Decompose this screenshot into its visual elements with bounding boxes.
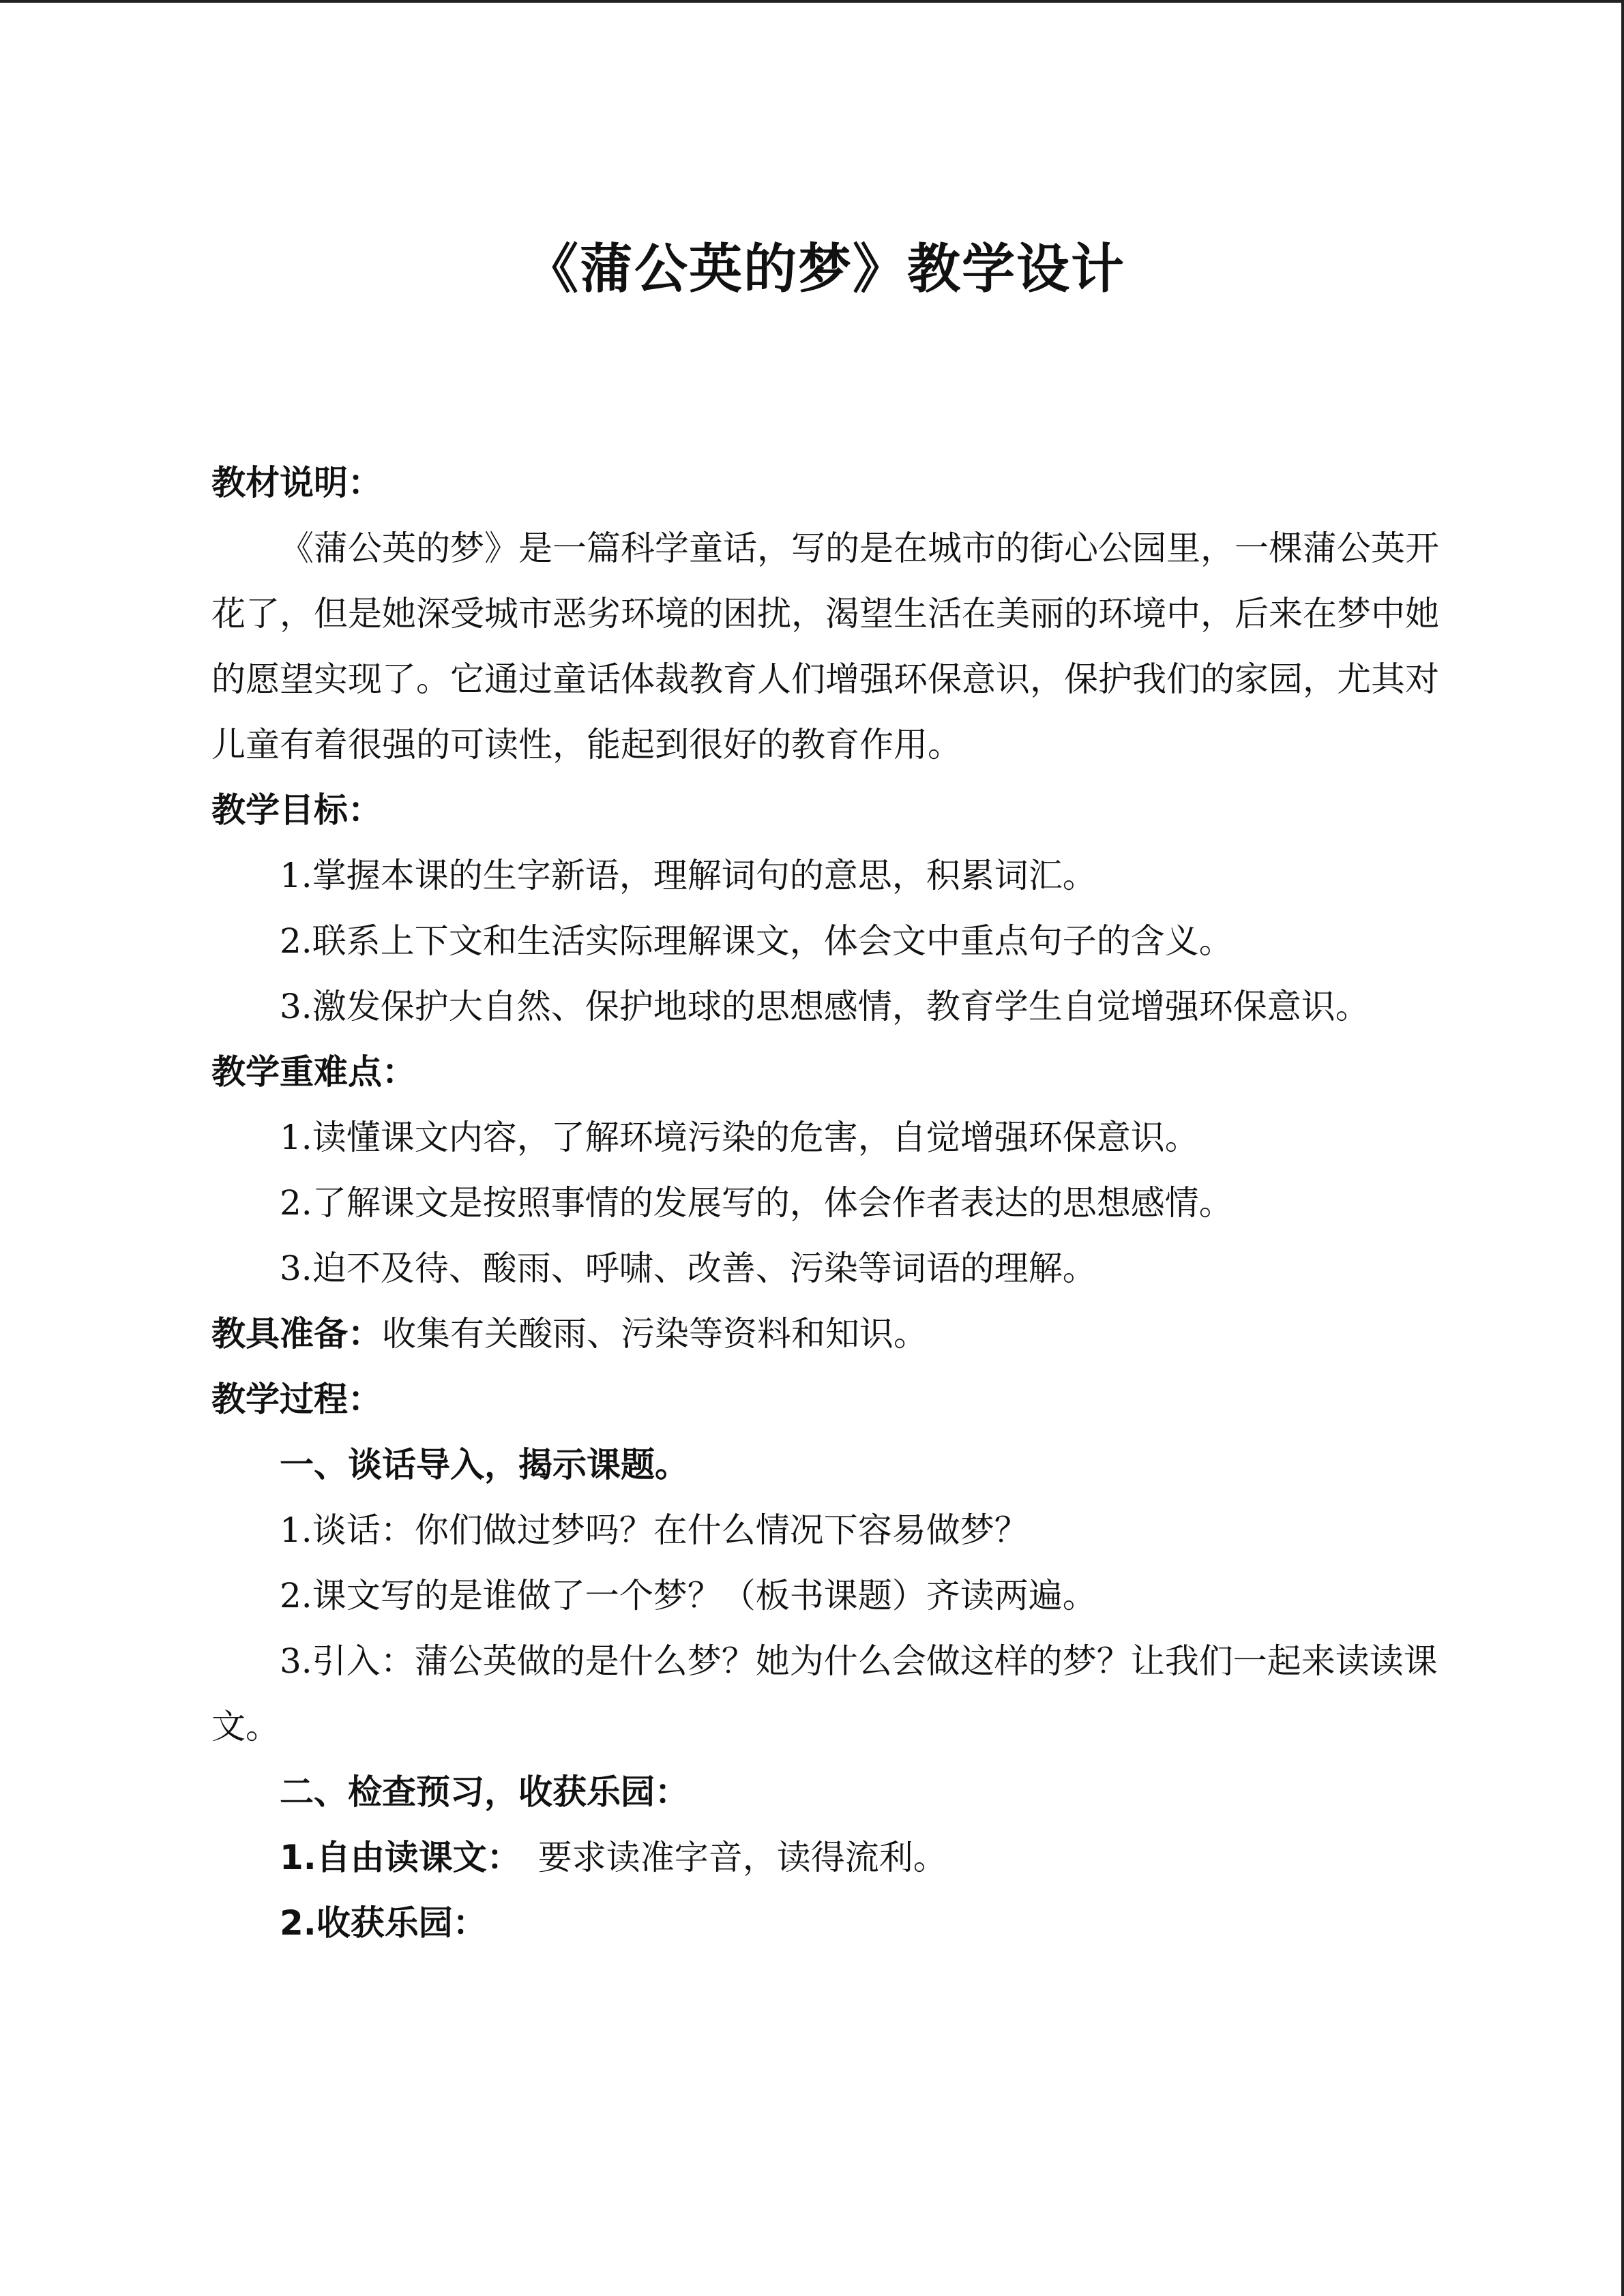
materials-heading: 教材说明： [211, 463, 382, 503]
process-heading: 教学过程： [211, 1380, 382, 1419]
tools-heading: 教具准备： [211, 1314, 382, 1354]
key-point-item-2: 2.了解课文是按照事情的发展写的，体会作者表达的思想感情。 [280, 1183, 1233, 1223]
process-part1-item-2: 2.课文写的是谁做了一个梦？（板书课题）齐读两遍。 [280, 1576, 1097, 1615]
key-point-item-1: 1.读懂课文内容，了解环境污染的危害，自觉增强环保意识。 [280, 1118, 1199, 1157]
document-body [211, 450, 1439, 1956]
process-part1-item-3: 3.引入：蒲公英做的是什么梦？她为什么会做这样的梦？让我们一起来读读课文。 [211, 1641, 1438, 1746]
process-part2-title: 二、检查预习，收获乐园： [280, 1772, 689, 1812]
goal-item-3: 3.激发保护大自然、保护地球的思想感情，教育学生自觉增强环保意识。 [280, 987, 1370, 1026]
process-part2-item-1-text: 要求读准字音，读得流利。 [503, 1838, 947, 1877]
process-part2-item-2: 2.收获乐园： [280, 1903, 487, 1943]
process-part1-title: 一、谈话导入，揭示课题。 [280, 1445, 689, 1485]
goals-heading: 教学目标： [211, 790, 382, 830]
materials-paragraph: 《蒲公英的梦》是一篇科学童话，写的是在城市的街心公园里，一棵蒲公英开花了，但是她深受城市恶劣环境的困扰，渴望生活在美丽的环境中，后来在梦中她的愿望实现了。它通过童话体裁教育人们增强环保意识，保护我们的家园，尤其对儿童有着很强的可读性，能起到很好的教育作用。 [211, 528, 1439, 764]
goal-item-1: 1.掌握本课的生字新语，理解词句的意思，积累词汇。 [280, 856, 1097, 895]
goal-item-2: 2.联系上下文和生活实际理解课文，体会文中重点句子的含义。 [280, 921, 1233, 961]
tools-line [211, 1301, 1439, 1367]
document-title: 《蒲公英的梦》教学设计 [525, 239, 1125, 300]
key-point-item-3: 3.迫不及待、酸雨、呼啸、改善、污染等词语的理解。 [280, 1249, 1097, 1288]
page-border-right [1621, 0, 1624, 2296]
process-part2-item-1-lead: 1.自由读课文： [280, 1838, 504, 1877]
process-part1-item-1: 1.谈话：你们做过梦吗？在什么情况下容易做梦？ [280, 1510, 1029, 1550]
tools-text: 收集有关酸雨、污染等资料和知识。 [382, 1314, 928, 1354]
key-points-heading: 教学重难点： [211, 1052, 416, 1092]
process-part2-item-1 [211, 1825, 1439, 1890]
page-border-top [0, 0, 1624, 3]
